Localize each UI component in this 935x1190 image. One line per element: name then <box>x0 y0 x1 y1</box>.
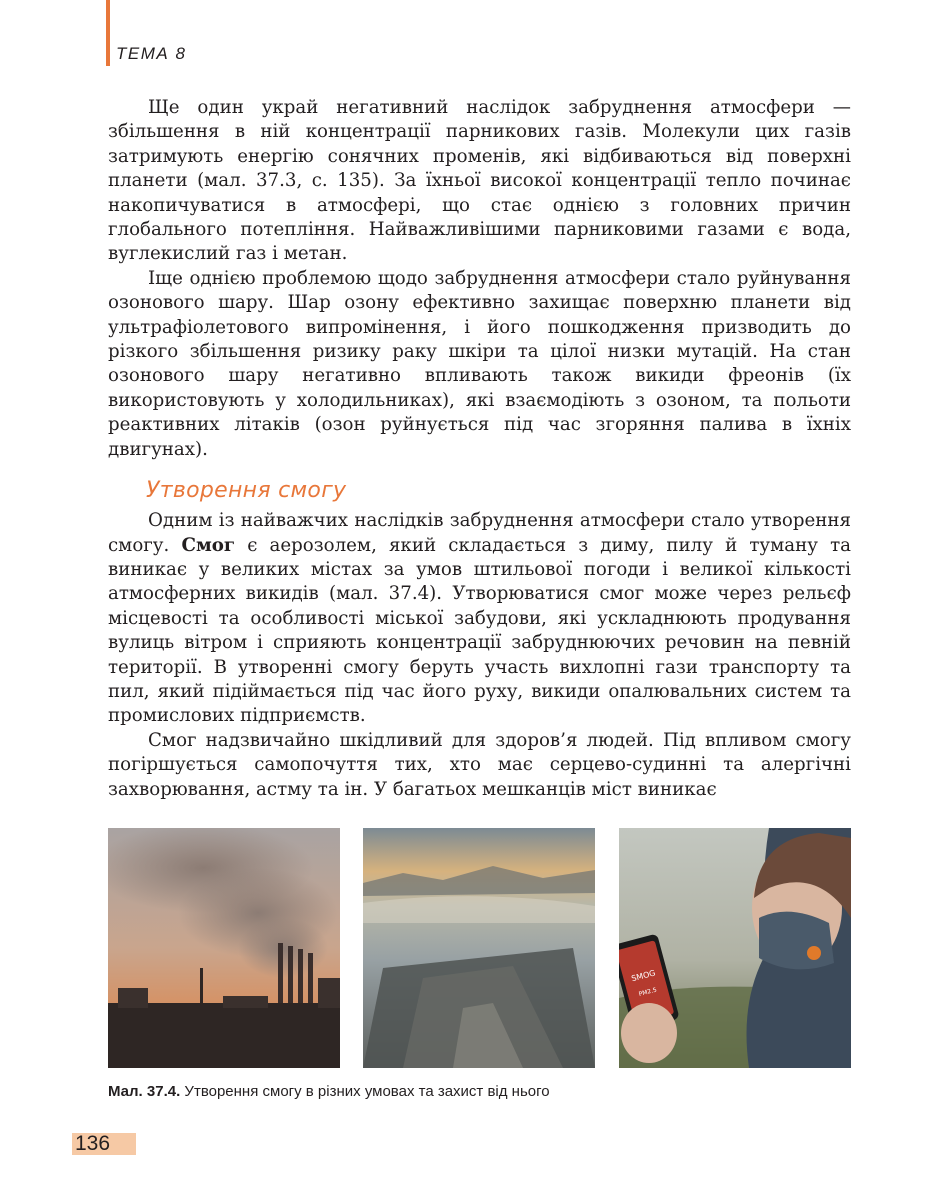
page-number: 136 <box>75 1132 111 1155</box>
figure-caption <box>108 1083 550 1100</box>
city-smog-aerial-photo <box>363 828 595 1068</box>
paragraph: Ще один украй негативний наслідок забруднення атмосфери — збільшення в ній концентрації парникових газів. Молекули цих газів затримують енергію сонячних променів, які відбиваються від поверхні планети (мал. 37.3, с. 135). За їхньої високої концентрації тепло починає накопичуватися в атмосфері, що стає однією з головних причин глобального потепління. Найважливішими парниковими газами є вода, вуглекислий газ і метан. <box>108 97 851 265</box>
paragraph: Іще однією проблемою щодо забруднення атмосфери стало руйнування озонового шару. Шар озону ефективно захищає поверхню планети від ультрафіолетового випромінення, і його пошкодження призводить до різкого збільшення ризику раку шкіри та цілої низки мутацій. На стан озонового шару негативно впливають також викиди фреонів (їх використовують у холодильниках), які взаємодіють з озоном, та польоти реактивних літаків (озон руйнується під час згоряння палива в їхніх двигунах). <box>108 267 851 460</box>
page-number-badge <box>72 1133 136 1155</box>
topic-label: ТЕМА 8 <box>116 44 187 63</box>
phone-text-smog: SMOG <box>630 968 657 984</box>
person-with-mask-photo <box>619 828 851 1068</box>
figure-label: Мал. 37.4. <box>108 1083 181 1100</box>
phone-text-pm: PM2.5 <box>638 986 658 999</box>
paragraph: Смог надзвичайно шкідливий для здоров’я людей. Під впливом смогу погіршується самопочуття тих, хто має серцево-судинні та алергічні захворювання, астму та ін. У багатьох мешканців міст виникає <box>108 729 851 800</box>
section-heading: Утворення смогу <box>146 478 347 504</box>
paragraph <box>108 509 851 729</box>
term-smog: Смог <box>181 534 236 556</box>
figure-images <box>108 828 851 1068</box>
header-accent-bar <box>106 0 110 66</box>
main-text <box>108 96 851 802</box>
paragraph-text: є аерозолем, який складається з диму, пилу й туману та виникає у великих містах за умов штильової погоди і великої кількості атмосферних викидів (мал. 37.4). Утворюватися смог може через рельєф місцевості та особливості міської забудови, які ускладнюють продування вулиць вітром і сприяють концентрації забруднюючих речовин на певній території. В утворенні смогу беруть участь вихлопні гази транспорту та пил, який підіймається під час його руху, викиди опалювальних систем та промислових підприємств. <box>108 534 852 727</box>
figure-caption-text: Утворення смогу в різних умовах та захист від нього <box>184 1083 550 1100</box>
factory-smoke-photo <box>108 828 340 1068</box>
paragraph-text: Одним із найважчих наслідків забруднення атмосфери стало утворення смогу. <box>108 510 851 556</box>
